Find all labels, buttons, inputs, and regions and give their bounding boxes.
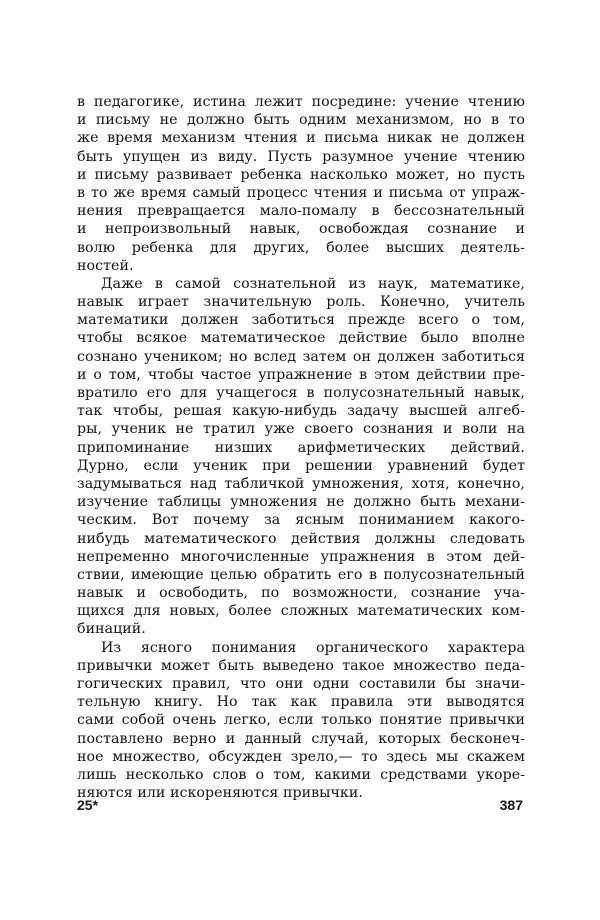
text-line: и письму не должно быть одним механизмом, но в то (77, 112, 525, 129)
text-line: ры, ученик не тратил уже своего сознания и воли на (77, 421, 525, 438)
text-line: в то же время самый процесс чтения и письма от упраж- (77, 184, 525, 201)
text-line: ностей. (77, 257, 134, 274)
text-line: же время механизм чтения и письма никак не должен (77, 130, 525, 147)
text-line: тельную книгу. Но так как правила эти выводятся (77, 694, 525, 711)
text-line: ное множество, обсужден зрело,— то здесь мы скажем (77, 748, 525, 765)
text-line: в педагогике, истина лежит посредине: учение чтению (77, 94, 525, 110)
text-line: щихся для новых, более сложных математических ком- (77, 603, 525, 620)
text-line: ствии, имеющие целью обратить его в полусознательный (77, 566, 525, 583)
text-line: быть упущен из виду. Пусть разумное учение чтению (77, 148, 525, 165)
text-line: привычки может быть выведено такое множество педа- (77, 657, 525, 674)
paragraph (77, 93, 525, 275)
text-line: и о том, чтобы частое упражнение в этом действии пре- (77, 366, 525, 383)
text-line: гогических правил, что они одни составили бы значи- (77, 676, 525, 692)
text-line: так чтобы, решая какую-нибудь задачу высшей алгеб- (77, 403, 525, 420)
text-line: и непроизвольный навык, освобождая сознание и (77, 221, 525, 238)
text-line: сознано учеником; но вслед затем он должен заботиться (77, 348, 525, 365)
text-line: Даже в самой сознательной из наук, математике, (101, 275, 525, 292)
text-line: Дурно, если ученик при решении уравнений будет (77, 457, 525, 474)
page-number: 387 (499, 797, 523, 813)
text-line: припоминание низших арифметических действий. (77, 439, 525, 456)
text-line: нения превращается мало-помалу в бессознательный (77, 203, 525, 220)
signature-mark: 25* (77, 797, 99, 813)
paragraph (77, 639, 525, 803)
text-line: сами собой очень легко, если только понятие привычки (77, 712, 525, 729)
text-line: задумываться над табличкой умножения, хотя, конечно, (77, 475, 525, 492)
text-line: вратило его для учащегося в полусознательный навык, (77, 385, 525, 401)
text-line: волю ребенка для других, более высших деятель- (77, 239, 525, 256)
text-line: лишь несколько слов о том, какими средствами укоре- (77, 766, 525, 783)
text-line: математики должен заботиться прежде всего о том, (77, 312, 525, 329)
text-line: ческим. Вот почему за ясным пониманием какого- (77, 512, 525, 529)
body-text (77, 93, 525, 802)
text-line: Из ясного понимания органического характера (101, 639, 525, 656)
text-line: непременно многочисленные упражнения в этом дей- (77, 548, 525, 565)
text-line: чтобы всякое математическое действие было вполне (77, 330, 525, 347)
text-line: изучение таблицы умножения не должно быть механи- (77, 494, 525, 511)
page-footer (77, 797, 525, 817)
text-line: навык и освободить, по возможности, сознание уча- (77, 585, 525, 602)
text-line: поставлено верно и данный случай, которых бесконеч- (77, 730, 525, 747)
text-line: нибудь математического действия должны следовать (77, 530, 525, 547)
text-line: навык играет значительную роль. Конечно, учитель (77, 294, 525, 311)
text-line: и письму развивает ребенка насколько может, но пусть (77, 166, 525, 183)
paragraph (77, 275, 525, 639)
text-line: няются или искореняются привычки. (77, 785, 363, 802)
text-line: бинаций. (77, 621, 146, 638)
